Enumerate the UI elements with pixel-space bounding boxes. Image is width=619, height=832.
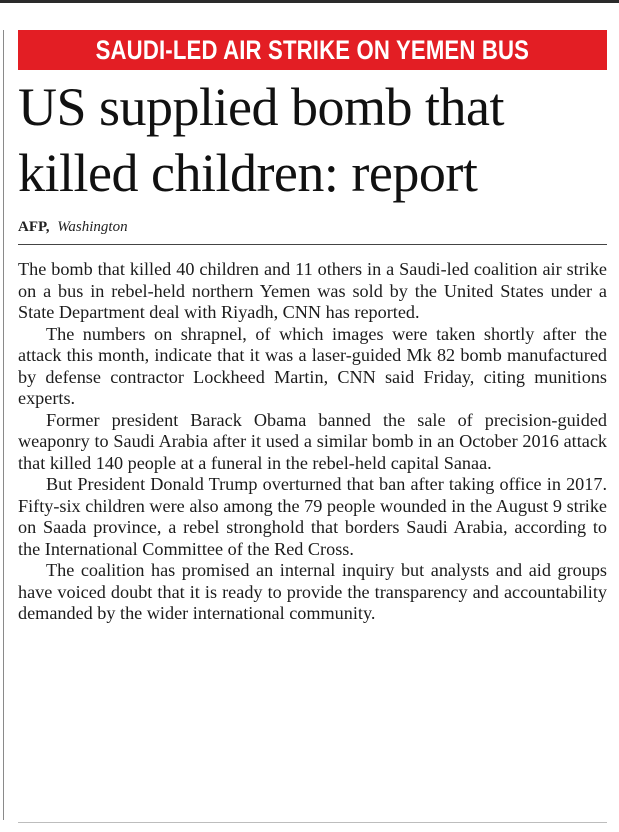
bottom-rule	[18, 822, 607, 823]
article-paragraph-4: But President Donald Trump overturned that ban after taking office in 2017. Fifty-six children were also among the 79 people wounded in the August 9 strike on Saada province, a rebel stronghold that borders Saudi Arabia, according to the International Committee of the Red Cross.	[18, 474, 607, 559]
headline: US supplied bomb that killed children: report	[18, 77, 504, 203]
article-paragraph-5: The coalition has promised an internal inquiry but analysts and aid groups have voiced doubt that it is ready to provide the transparency and accountability demanded by the wider international community.	[18, 560, 607, 623]
byline-rule	[18, 244, 607, 245]
article-paragraph-3: Former president Barack Obama banned the sale of precision-guided weaponry to Saudi Arabia after it used a similar bomb in an October 2016 attack that killed 140 people at a funeral in the rebel-held capital Sanaa.	[18, 409, 607, 473]
kicker-banner	[18, 30, 607, 70]
byline-agency: AFP,	[18, 219, 50, 235]
top-rule	[0, 0, 619, 3]
byline-place: Washington	[57, 219, 128, 235]
byline	[18, 217, 128, 237]
article-paragraph-1: The bomb that killed 40 children and 11 others in a Saudi-led coalition air strike on a bus in rebel-held northern Yemen was sold by the United States under a State Department deal with Riyadh, CNN has reported.	[18, 259, 607, 322]
kicker-text: SAUDI-LED AIR STRIKE ON YEMEN BUS	[95, 35, 530, 65]
article-body	[18, 259, 607, 625]
article-paragraph-2: The numbers on shrapnel, of which images were taken shortly after the attack this month, indicate that it was a laser-guided Mk 82 bomb manufactured by defense contractor Lockheed Martin, CNN said Friday, citing munitions experts.	[18, 323, 607, 408]
column-rule	[3, 30, 4, 820]
